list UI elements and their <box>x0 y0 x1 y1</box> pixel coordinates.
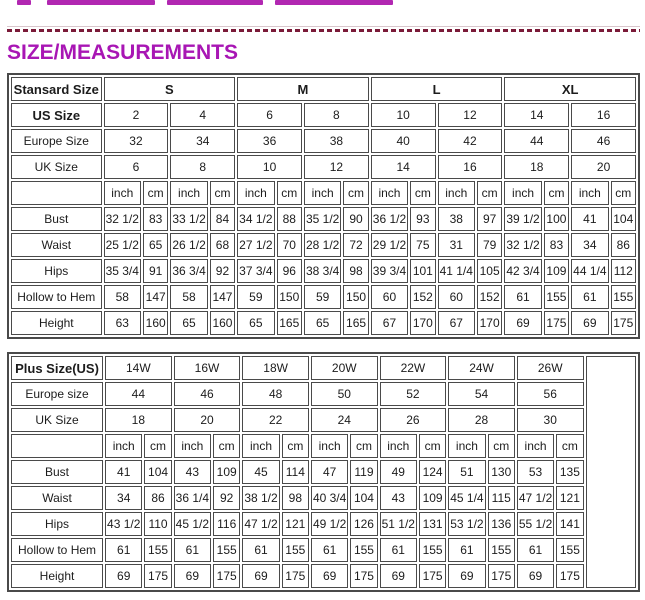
size-value-cell: 8 <box>304 103 369 127</box>
standard-size-table <box>7 73 640 339</box>
empty-spacer-cell <box>586 356 636 588</box>
measurement-value-cell: 155 <box>419 538 446 562</box>
size-value-cell: 10 <box>371 103 436 127</box>
unit-cell: inch <box>242 434 279 458</box>
measurement-value-cell: 60 <box>438 285 475 309</box>
size-value-cell: 2 <box>104 103 169 127</box>
measurement-value-cell: 150 <box>343 285 368 309</box>
measurement-value-cell: 79 <box>477 233 502 257</box>
unit-cell: inch <box>571 181 608 205</box>
page-title: SIZE/MEASUREMENTS <box>7 41 239 64</box>
measurement-value-cell: 38 1/2 <box>242 486 279 510</box>
measurement-value-cell: 47 1/2 <box>517 486 554 510</box>
measurement-value-cell: 175 <box>282 564 309 588</box>
measurement-value-cell: 26 1/2 <box>170 233 207 257</box>
measurement-value-cell: 45 1/2 <box>174 512 211 536</box>
measurement-value-cell: 34 <box>105 486 142 510</box>
size-value-cell: 8 <box>170 155 235 179</box>
unit-cell: cm <box>488 434 515 458</box>
measurement-value-cell: 39 1/2 <box>504 207 541 231</box>
measurement-value-cell: 155 <box>144 538 171 562</box>
size-value-cell: 40 <box>371 129 436 153</box>
size-value-cell: 32 <box>104 129 169 153</box>
measurement-value-cell: 126 <box>350 512 377 536</box>
size-group-cell: 20W <box>311 356 378 380</box>
row-label: Waist <box>11 233 102 257</box>
size-value-cell: 38 <box>304 129 369 153</box>
measurement-value-cell: 35 3/4 <box>104 259 141 283</box>
cut-off-text-fragment <box>167 0 263 5</box>
measurement-value-cell: 150 <box>277 285 302 309</box>
measurement-value-cell: 175 <box>488 564 515 588</box>
measurement-value-cell: 25 1/2 <box>104 233 141 257</box>
measurement-value-cell: 58 <box>170 285 207 309</box>
measurement-value-cell: 61 <box>105 538 142 562</box>
unit-cell: inch <box>380 434 417 458</box>
size-group-cell: 16W <box>174 356 241 380</box>
measurement-value-cell: 65 <box>170 311 207 335</box>
measurement-value-cell: 67 <box>371 311 408 335</box>
measurement-value-cell: 86 <box>611 233 636 257</box>
size-group-cell: 14W <box>105 356 172 380</box>
row-label: Hips <box>11 512 103 536</box>
measurement-value-cell: 97 <box>477 207 502 231</box>
measurement-value-cell: 72 <box>343 233 368 257</box>
measurement-value-cell: 32 1/2 <box>104 207 141 231</box>
measurement-value-cell: 61 <box>380 538 417 562</box>
measurement-value-cell: 98 <box>282 486 309 510</box>
measurement-value-cell: 69 <box>504 311 541 335</box>
measurement-value-cell: 35 1/2 <box>304 207 341 231</box>
row-label: Waist <box>11 486 103 510</box>
measurement-value-cell: 58 <box>104 285 141 309</box>
measurement-value-cell: 160 <box>143 311 168 335</box>
unit-cell: inch <box>448 434 485 458</box>
measurement-value-cell: 83 <box>143 207 168 231</box>
measurement-value-cell: 41 <box>571 207 608 231</box>
measurement-value-cell: 160 <box>210 311 235 335</box>
row-label: US Size <box>11 103 102 127</box>
size-value-cell: 14 <box>371 155 436 179</box>
unit-cell: inch <box>517 434 554 458</box>
measurement-value-cell: 136 <box>488 512 515 536</box>
row-label: Bust <box>11 207 102 231</box>
measurement-value-cell: 109 <box>544 259 569 283</box>
measurement-value-cell: 65 <box>237 311 274 335</box>
measurement-value-cell: 121 <box>282 512 309 536</box>
row-label: Europe Size <box>11 129 102 153</box>
measurement-value-cell: 61 <box>174 538 211 562</box>
measurement-value-cell: 40 3/4 <box>311 486 348 510</box>
measurement-value-cell: 100 <box>544 207 569 231</box>
measurement-value-cell: 90 <box>343 207 368 231</box>
measurement-value-cell: 61 <box>504 285 541 309</box>
measurement-value-cell: 93 <box>410 207 435 231</box>
measurement-value-cell: 155 <box>488 538 515 562</box>
measurement-value-cell: 135 <box>556 460 583 484</box>
measurement-value-cell: 155 <box>350 538 377 562</box>
size-value-cell: 44 <box>105 382 172 406</box>
measurement-value-cell: 44 1/4 <box>571 259 608 283</box>
measurement-value-cell: 28 1/2 <box>304 233 341 257</box>
size-value-cell: 56 <box>517 382 584 406</box>
measurement-value-cell: 109 <box>213 460 240 484</box>
unit-cell: inch <box>504 181 541 205</box>
measurement-value-cell: 141 <box>556 512 583 536</box>
measurement-value-cell: 34 <box>571 233 608 257</box>
measurement-value-cell: 109 <box>419 486 446 510</box>
measurement-value-cell: 155 <box>282 538 309 562</box>
measurement-value-cell: 55 1/2 <box>517 512 554 536</box>
size-value-cell: 48 <box>242 382 309 406</box>
unit-cell: cm <box>350 434 377 458</box>
measurement-value-cell: 70 <box>277 233 302 257</box>
measurement-value-cell: 61 <box>242 538 279 562</box>
measurement-value-cell: 69 <box>380 564 417 588</box>
measurement-value-cell: 155 <box>213 538 240 562</box>
measurement-value-cell: 155 <box>556 538 583 562</box>
size-value-cell: 42 <box>438 129 503 153</box>
size-value-cell: 46 <box>571 129 636 153</box>
measurement-value-cell: 83 <box>544 233 569 257</box>
measurement-value-cell: 68 <box>210 233 235 257</box>
size-value-cell: 14 <box>504 103 569 127</box>
measurement-value-cell: 49 <box>380 460 417 484</box>
row-label: UK Size <box>11 155 102 179</box>
unit-cell: inch <box>438 181 475 205</box>
unit-cell: inch <box>311 434 348 458</box>
measurement-value-cell: 96 <box>277 259 302 283</box>
size-group-cell: 26W <box>517 356 584 380</box>
measurement-value-cell: 37 3/4 <box>237 259 274 283</box>
measurement-value-cell: 155 <box>544 285 569 309</box>
size-value-cell: 46 <box>174 382 241 406</box>
measurement-value-cell: 119 <box>350 460 377 484</box>
unit-cell: cm <box>282 434 309 458</box>
measurement-value-cell: 65 <box>304 311 341 335</box>
size-value-cell: 34 <box>170 129 235 153</box>
row-label: Europe size <box>11 382 103 406</box>
size-value-cell: 52 <box>380 382 447 406</box>
cut-off-text-strip <box>17 0 640 6</box>
unit-cell: cm <box>477 181 502 205</box>
measurement-value-cell: 45 <box>242 460 279 484</box>
measurement-value-cell: 175 <box>556 564 583 588</box>
measurement-value-cell: 104 <box>611 207 636 231</box>
measurement-value-cell: 69 <box>571 311 608 335</box>
measurement-value-cell: 124 <box>419 460 446 484</box>
size-value-cell: 30 <box>517 408 584 432</box>
measurement-value-cell: 84 <box>210 207 235 231</box>
row-label: Hips <box>11 259 102 283</box>
measurement-value-cell: 41 <box>105 460 142 484</box>
size-value-cell: 20 <box>571 155 636 179</box>
measurement-value-cell: 92 <box>210 259 235 283</box>
size-value-cell: 54 <box>448 382 515 406</box>
size-value-cell: 10 <box>237 155 302 179</box>
unit-cell: cm <box>544 181 569 205</box>
measurement-value-cell: 59 <box>237 285 274 309</box>
measurement-value-cell: 170 <box>410 311 435 335</box>
measurement-value-cell: 61 <box>571 285 608 309</box>
size-value-cell: 6 <box>237 103 302 127</box>
size-value-cell: 26 <box>380 408 447 432</box>
unit-cell: cm <box>143 181 168 205</box>
size-value-cell: 12 <box>438 103 503 127</box>
measurement-value-cell: 175 <box>350 564 377 588</box>
size-group-cell: XL <box>504 77 636 101</box>
measurement-value-cell: 45 1/4 <box>448 486 485 510</box>
unit-cell: cm <box>556 434 583 458</box>
plus-size-table <box>7 352 640 592</box>
measurement-value-cell: 91 <box>143 259 168 283</box>
measurement-value-cell: 92 <box>213 486 240 510</box>
cut-off-text-fragment <box>275 0 393 5</box>
measurement-value-cell: 65 <box>143 233 168 257</box>
unit-cell: cm <box>611 181 636 205</box>
measurement-value-cell: 86 <box>144 486 171 510</box>
measurement-value-cell: 36 1/4 <box>174 486 211 510</box>
measurement-value-cell: 105 <box>477 259 502 283</box>
unit-cell: cm <box>277 181 302 205</box>
row-label: UK Size <box>11 408 103 432</box>
measurement-value-cell: 47 <box>311 460 348 484</box>
row-label: Height <box>11 564 103 588</box>
measurement-value-cell: 175 <box>213 564 240 588</box>
size-value-cell: 36 <box>237 129 302 153</box>
measurement-value-cell: 170 <box>477 311 502 335</box>
unit-cell: cm <box>144 434 171 458</box>
measurement-value-cell: 147 <box>143 285 168 309</box>
size-value-cell: 16 <box>571 103 636 127</box>
measurement-value-cell: 38 <box>438 207 475 231</box>
measurement-value-cell: 121 <box>556 486 583 510</box>
unit-cell: inch <box>105 434 142 458</box>
size-group-cell: M <box>237 77 369 101</box>
measurement-value-cell: 69 <box>174 564 211 588</box>
unit-cell: inch <box>104 181 141 205</box>
measurement-value-cell: 47 1/2 <box>242 512 279 536</box>
measurement-value-cell: 175 <box>544 311 569 335</box>
measurement-value-cell: 51 <box>448 460 485 484</box>
unit-cell: inch <box>371 181 408 205</box>
measurement-value-cell: 51 1/2 <box>380 512 417 536</box>
divider-dashed-line <box>7 29 640 32</box>
measurement-value-cell: 69 <box>311 564 348 588</box>
size-value-cell: 6 <box>104 155 169 179</box>
measurement-value-cell: 43 1/2 <box>105 512 142 536</box>
measurement-value-cell: 61 <box>311 538 348 562</box>
measurement-value-cell: 104 <box>144 460 171 484</box>
row-label: Hollow to Hem <box>11 538 103 562</box>
size-group-cell: L <box>371 77 503 101</box>
measurement-value-cell: 175 <box>144 564 171 588</box>
size-value-cell: 16 <box>438 155 503 179</box>
size-value-cell: 50 <box>311 382 378 406</box>
unit-cell: inch <box>304 181 341 205</box>
unit-cell: cm <box>343 181 368 205</box>
measurement-value-cell: 27 1/2 <box>237 233 274 257</box>
size-value-cell: 4 <box>170 103 235 127</box>
measurement-value-cell: 42 3/4 <box>504 259 541 283</box>
measurement-value-cell: 104 <box>350 486 377 510</box>
measurement-value-cell: 101 <box>410 259 435 283</box>
row-label: Height <box>11 311 102 335</box>
measurement-value-cell: 69 <box>242 564 279 588</box>
size-value-cell: 24 <box>311 408 378 432</box>
measurement-value-cell: 59 <box>304 285 341 309</box>
cut-off-text-fragment <box>47 0 155 5</box>
size-group-cell: S <box>104 77 236 101</box>
measurement-value-cell: 34 1/2 <box>237 207 274 231</box>
measurement-value-cell: 61 <box>517 538 554 562</box>
measurement-value-cell: 43 <box>174 460 211 484</box>
size-value-cell: 18 <box>504 155 569 179</box>
size-table-corner-label: Stansard Size <box>11 77 102 101</box>
measurement-value-cell: 75 <box>410 233 435 257</box>
divider-thin-line <box>7 26 640 27</box>
size-value-cell: 20 <box>174 408 241 432</box>
row-label-empty <box>11 181 102 205</box>
measurement-value-cell: 38 3/4 <box>304 259 341 283</box>
measurement-value-cell: 67 <box>438 311 475 335</box>
measurement-value-cell: 43 <box>380 486 417 510</box>
measurement-value-cell: 69 <box>448 564 485 588</box>
size-value-cell: 22 <box>242 408 309 432</box>
measurement-value-cell: 131 <box>419 512 446 536</box>
measurement-value-cell: 41 1/4 <box>438 259 475 283</box>
unit-cell: cm <box>213 434 240 458</box>
size-value-cell: 44 <box>504 129 569 153</box>
measurement-value-cell: 112 <box>611 259 636 283</box>
row-label-empty <box>11 434 103 458</box>
measurement-value-cell: 60 <box>371 285 408 309</box>
measurement-value-cell: 175 <box>419 564 446 588</box>
size-table-corner-label: Plus Size(US) <box>11 356 103 380</box>
size-value-cell: 28 <box>448 408 515 432</box>
measurement-value-cell: 116 <box>213 512 240 536</box>
unit-cell: inch <box>170 181 207 205</box>
measurement-value-cell: 63 <box>104 311 141 335</box>
measurement-value-cell: 130 <box>488 460 515 484</box>
measurement-value-cell: 165 <box>343 311 368 335</box>
measurement-value-cell: 39 3/4 <box>371 259 408 283</box>
measurement-value-cell: 152 <box>410 285 435 309</box>
measurement-value-cell: 36 3/4 <box>170 259 207 283</box>
row-label: Hollow to Hem <box>11 285 102 309</box>
measurement-value-cell: 165 <box>277 311 302 335</box>
measurement-value-cell: 152 <box>477 285 502 309</box>
unit-cell: cm <box>410 181 435 205</box>
measurement-value-cell: 110 <box>144 512 171 536</box>
unit-cell: inch <box>174 434 211 458</box>
measurement-value-cell: 53 1/2 <box>448 512 485 536</box>
measurement-value-cell: 53 <box>517 460 554 484</box>
measurement-value-cell: 61 <box>448 538 485 562</box>
size-group-cell: 18W <box>242 356 309 380</box>
measurement-value-cell: 31 <box>438 233 475 257</box>
unit-cell: inch <box>237 181 274 205</box>
measurement-value-cell: 32 1/2 <box>504 233 541 257</box>
measurement-value-cell: 29 1/2 <box>371 233 408 257</box>
measurement-value-cell: 155 <box>611 285 636 309</box>
measurement-value-cell: 98 <box>343 259 368 283</box>
measurement-value-cell: 88 <box>277 207 302 231</box>
size-group-cell: 22W <box>380 356 447 380</box>
size-value-cell: 12 <box>304 155 369 179</box>
measurement-value-cell: 69 <box>517 564 554 588</box>
measurement-value-cell: 49 1/2 <box>311 512 348 536</box>
measurement-value-cell: 33 1/2 <box>170 207 207 231</box>
measurement-value-cell: 147 <box>210 285 235 309</box>
measurement-value-cell: 115 <box>488 486 515 510</box>
unit-cell: cm <box>210 181 235 205</box>
unit-cell: cm <box>419 434 446 458</box>
row-label: Bust <box>11 460 103 484</box>
measurement-value-cell: 69 <box>105 564 142 588</box>
size-group-cell: 24W <box>448 356 515 380</box>
cut-off-text-fragment <box>17 0 31 5</box>
measurement-value-cell: 114 <box>282 460 309 484</box>
measurement-value-cell: 36 1/2 <box>371 207 408 231</box>
size-value-cell: 18 <box>105 408 172 432</box>
measurement-value-cell: 175 <box>611 311 636 335</box>
